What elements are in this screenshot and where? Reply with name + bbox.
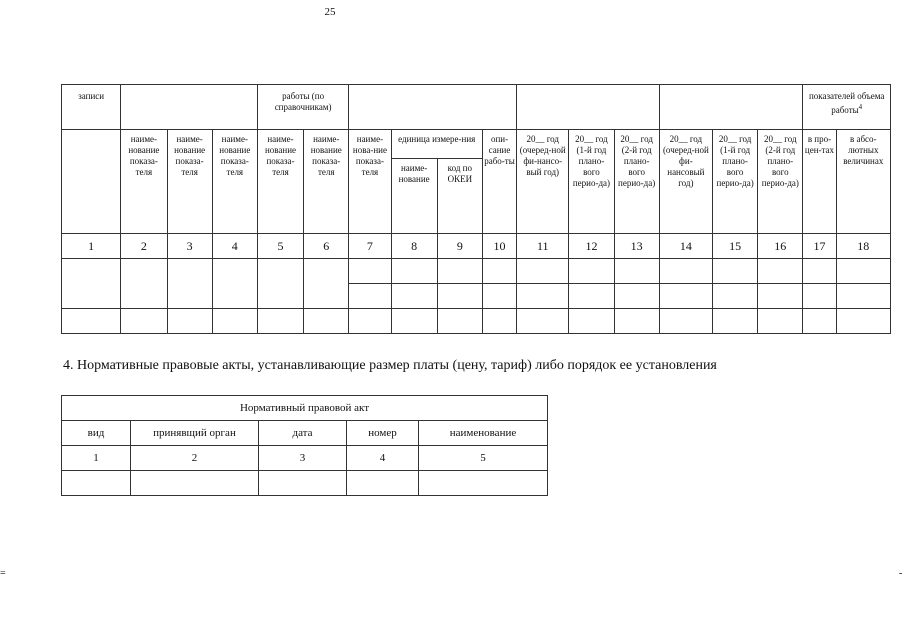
legal-act-column-2: принявщий орган: [131, 421, 259, 446]
subheader-c5: наиме-нование показа-теля: [257, 130, 303, 234]
header-volume-indicators: показателей объема работы$^4$: [803, 85, 891, 130]
column-number-3: 3: [167, 234, 212, 259]
right-edge-mark: -: [899, 568, 903, 579]
legal-act-column-1: вид: [62, 421, 131, 446]
table-row: [62, 259, 891, 284]
footnote-marker: 4: [858, 103, 863, 111]
legal-acts-table: [61, 395, 548, 496]
table-row: [62, 471, 548, 496]
header-records-cont: [62, 130, 121, 234]
subheader-c17: в про-цен-тах: [803, 130, 836, 234]
table-row: [62, 309, 891, 334]
page-number: 25: [324, 6, 336, 18]
header-blank-14-16: [659, 85, 803, 130]
subheader-c15: 20__ год (1-й год плано-вого перио-да): [713, 130, 758, 234]
subheader-c4: наиме-нование показа-теля: [212, 130, 257, 234]
header-records: записи: [62, 85, 121, 130]
subheader-c6: наиме-нование показа-теля: [304, 130, 349, 234]
legal-act-column-5: наименование: [419, 421, 548, 446]
column-number-18: 18: [836, 234, 890, 259]
legal-act-number-1: 1: [62, 446, 131, 471]
legal-act-number-4: 4: [347, 446, 419, 471]
column-number-4: 4: [212, 234, 257, 259]
subheader-unit: единица измере-ния: [391, 130, 482, 159]
legal-act-columns-row: [62, 421, 548, 446]
column-number-2: 2: [121, 234, 167, 259]
legal-act-column-3: дата: [259, 421, 347, 446]
column-number-12: 12: [569, 234, 614, 259]
subheader-c2: наиме-нование показа-теля: [121, 130, 167, 234]
column-number-9: 9: [437, 234, 482, 259]
column-number-14: 14: [659, 234, 712, 259]
legal-act-numbers-row: [62, 446, 548, 471]
column-number-15: 15: [713, 234, 758, 259]
subheader-c7: наиме-нова-ние показа-теля: [349, 130, 391, 234]
legal-act-title: Нормативный правовой акт: [62, 396, 548, 421]
column-number-13: 13: [614, 234, 659, 259]
section-4-heading: 4. Нормативные правовые акты, устанавливающие размер платы (цену, тариф) либо порядок ее установления: [63, 358, 717, 373]
legal-act-column-4: номер: [347, 421, 419, 446]
subheader-c16: 20__ год (2-й год плано-вого перио-да): [758, 130, 803, 234]
column-number-10: 10: [482, 234, 516, 259]
column-number-6: 6: [304, 234, 349, 259]
column-number-1: 1: [62, 234, 121, 259]
column-number-16: 16: [758, 234, 803, 259]
column-number-11: 11: [517, 234, 569, 259]
subheader-c9: код по ОКЕИ: [437, 159, 482, 234]
column-number-17: 17: [803, 234, 836, 259]
subheader-c10: опи-сание рабо-ты: [482, 130, 516, 234]
subheader-c14: 20__ год (очеред-ной фи-нансовый год): [659, 130, 712, 234]
header-work-directory: работы (по справочникам): [257, 85, 348, 130]
work-volume-table: [61, 84, 891, 334]
column-number-row: [62, 234, 891, 259]
column-number-5: 5: [257, 234, 303, 259]
left-edge-mark: =: [0, 568, 6, 579]
header-blank-11-13: [517, 85, 660, 130]
subheader-c11: 20__ год (очеред-ной фи-нансо-вый год): [517, 130, 569, 234]
header-blank-2-4: [121, 85, 258, 130]
header-blank-7-10: [349, 85, 517, 130]
subheader-c13: 20__ год (2-й год плано-вого перио-да): [614, 130, 659, 234]
column-number-8: 8: [391, 234, 437, 259]
column-number-7: 7: [349, 234, 391, 259]
legal-act-number-3: 3: [259, 446, 347, 471]
legal-act-number-2: 2: [131, 446, 259, 471]
legal-act-number-5: 5: [419, 446, 548, 471]
subheader-c3: наиме-нование показа-теля: [167, 130, 212, 234]
subheader-c8: наиме-нование: [391, 159, 437, 234]
subheader-c18: в абсо-лютных величинах: [836, 130, 890, 234]
subheader-c12: 20__ год (1-й год плано-вого перио-да): [569, 130, 614, 234]
